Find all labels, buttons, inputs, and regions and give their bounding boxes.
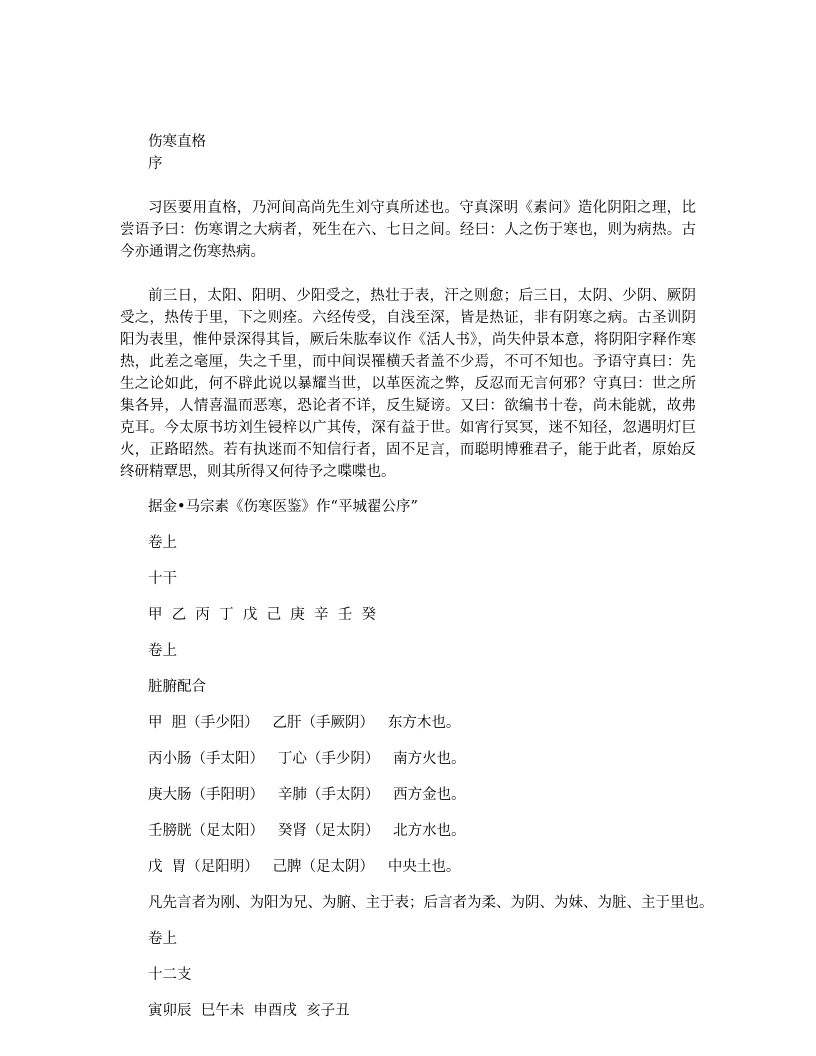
- organ-pairing-summary: 凡先言者为刚、为阳为兄、为腑、主于表；后言者为柔、为阴、为妹、为脏、主于里也。: [148, 895, 714, 911]
- section-heading-twelve-branches: 十二支: [148, 967, 192, 983]
- spacer: [120, 175, 696, 197]
- organ-pairing-line: 戊 胃（足阳明） 己脾（足太阴） 中央土也。: [148, 859, 461, 875]
- section-heading-organ-pairing: 脏腑配合: [148, 679, 206, 695]
- twelve-branches-list: 寅卯辰 巳午未 申酉戌 亥子丑: [148, 1003, 350, 1019]
- volume-label: 卷上: [148, 535, 177, 551]
- ten-stems-list: 甲 乙 丙 丁 戊 己 庚 辛 壬 癸: [148, 607, 376, 623]
- spacer: [120, 483, 696, 496]
- organ-pairing-line: 丙小肠（手太阳） 丁心（手少阴） 南方火也。: [148, 751, 466, 767]
- preface-paragraph-2: 前三日，太阳、阳明、少阳受之，热壮于表，汗之则愈；后三日，太阴、少阴、厥阴受之，热传于里，下之则痊。六经传受，自浅至深，皆是热证，非有阴寒之病。古圣训阴阳为表里，惟仲景深得其旨，厥后朱肱奉议作《活人书》，尚失仲景本意，将阴阳字释作寒热，此差之毫厘，失之千里，而中间误罹横夭者盖不少焉，不可不知也。予语守真曰：先生之论如此，何不辟此说以暴耀当世，以革医流之弊，反忍而无言何邪？守真曰：世之所集各异，人情喜温而恶寒，恐论者不详，反生疑谤。又曰：欲编书十卷，尚未能就，故弗克耳。今太原书坊刘生锓梓以广其传，深有益于世。如宵行冥冥，迷不知径，忽遇明灯巨火，正路昭然。若有执迷而不知信行者，固不足言，而聪明博雅君子，能于此者，原始反终研精覃思，则其所得又何待予之喋喋也。: [120, 288, 696, 480]
- volume-label: 卷上: [148, 643, 177, 659]
- section-heading-ten-stems: 十干: [148, 571, 177, 587]
- preface-heading: 序: [148, 156, 163, 172]
- organ-pairing-line: 庚大肠（手阳明） 辛肺（手太阴） 西方金也。: [148, 787, 466, 803]
- volume-label: 卷上: [148, 931, 177, 947]
- document-title: 伤寒直格: [148, 134, 206, 150]
- preface-source-note: 据金•马宗素《伤寒医鉴》作“平城翟公序”: [148, 499, 418, 515]
- preface-paragraph-1: 习医要用直格，乃河间高尚先生刘守真所述也。守真深明《素问》造化阴阳之理，比尝语予曰：伤寒谓之大病者，死生在六、七日之间。经曰：人之伤于寒也，则为病热。古今亦通谓之伤寒热病。: [120, 200, 696, 260]
- document-page: [120, 131, 714, 1022]
- organ-pairing-line: 甲 胆（手少阳） 乙肝（手厥阴） 东方木也。: [148, 715, 461, 731]
- spacer: [120, 263, 696, 285]
- organ-pairing-line: 壬膀胱（足太阳） 癸肾（足太阴） 北方水也。: [148, 823, 466, 839]
